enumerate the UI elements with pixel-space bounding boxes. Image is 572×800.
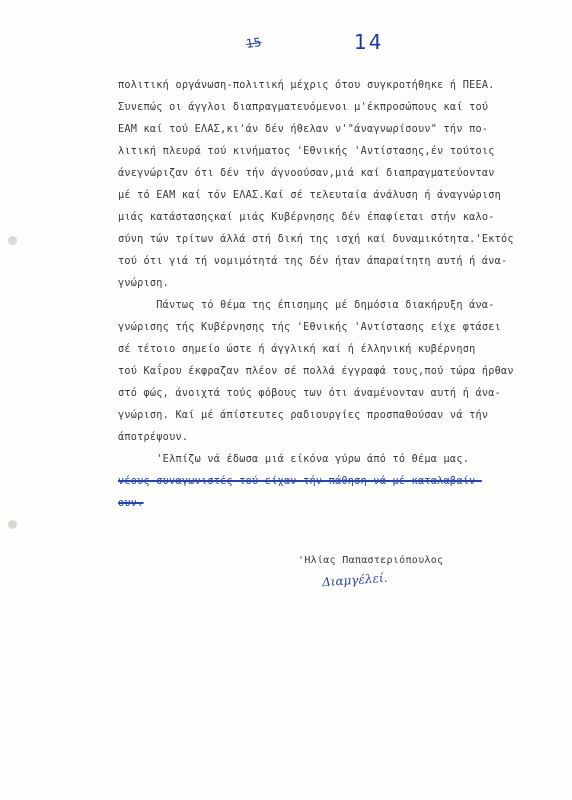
text-line: γνώριση. Καί μέ άπίστευτες ραδιουργίες προσπαθούσαν νά τήν	[118, 410, 489, 421]
text-line: μιάς κατάστασηςκαί μιάς Κυβέρνησης δέν έπαφίεται στήν καλο-	[118, 212, 495, 223]
text-line: Πάντως τό θέμα της έπισημης μέ δημόσια διακήρυξη άνα-	[118, 300, 495, 311]
handwritten-note: Διαμγέλεί.	[321, 570, 388, 590]
punch-hole	[8, 520, 17, 529]
text-line: τού Καΐρου έκφραζαν πλέον σέ πολλά έγγραφά τους,πού τώρα ήρθαν	[118, 366, 514, 377]
text-line: άποτρέψουν.	[118, 432, 189, 443]
text-line: σέ τέτοιο σημείο ώστε ή άγγλική καί ή έλληνική κυβέρνηση	[118, 344, 476, 355]
text-line: γνώρισης τής Κυβέρνησης τής 'Εθνικής 'Αντίστασης είχε φτάσει	[118, 322, 502, 333]
text-line: στό φώς, άνοιχτά τούς φόβους των ότι άναμένονταν αυτή ή άνα-	[118, 388, 502, 399]
struck-text-line: νέους συναγωνιστές τού είχαν τήν πάθηση νά μέ καταλαβαίν-	[118, 476, 482, 487]
page-number: 14	[354, 30, 384, 54]
author-signature: 'Ηλίας Παπαστεριόπουλος	[298, 555, 444, 566]
struck-text-line: ουν.	[118, 498, 144, 509]
text-line: πολιτική οργάνωση-πολιτική μέχρις ότου συγκροτήθηκε ή ΠΕΕΑ.	[118, 80, 495, 91]
text-line: τού ότι γιά τή νομιμότητά της δέν ήταν άπαραίτητη αυτή ή άνα-	[118, 256, 508, 267]
text-line: άνεγνώριζαν ότι δέν τήν άγνοούσαν,μιά καί διαπραγματεύονταν	[118, 168, 495, 179]
text-line: μέ τό ΕΑΜ καί τόν ΕΛΑΣ.Καί σέ τελευταία άνάλυση ή άναγνώριση	[118, 190, 502, 201]
text-line: σύνη τών τρίτων άλλά στή δική της ισχή καί δυναμικότητα.'Εκτός	[118, 234, 514, 245]
text-line: λιτική πλευρά τού κινήματος 'Εθνικής 'Αντίστασης,έν τούτοις	[118, 146, 495, 157]
text-line: γνώριση.	[118, 278, 170, 289]
struck-page-number: 15	[245, 35, 263, 51]
body-text	[118, 75, 538, 515]
text-line: 'Ελπίζω νά έδωσα μιά είκόνα γύρω άπό τό θέμα μας.	[118, 454, 470, 465]
punch-hole	[8, 236, 17, 245]
text-line: Συνεπώς οι άγγλοι διαπραγματευόμενοι μ'έκπροσώπους καί τού	[118, 102, 489, 113]
text-line: ΕΑΜ καί τού ΕΛΑΣ,κι'άν δέν ήθελαν ν'"άναγνωρίσουν" τήν πο-	[118, 124, 489, 135]
